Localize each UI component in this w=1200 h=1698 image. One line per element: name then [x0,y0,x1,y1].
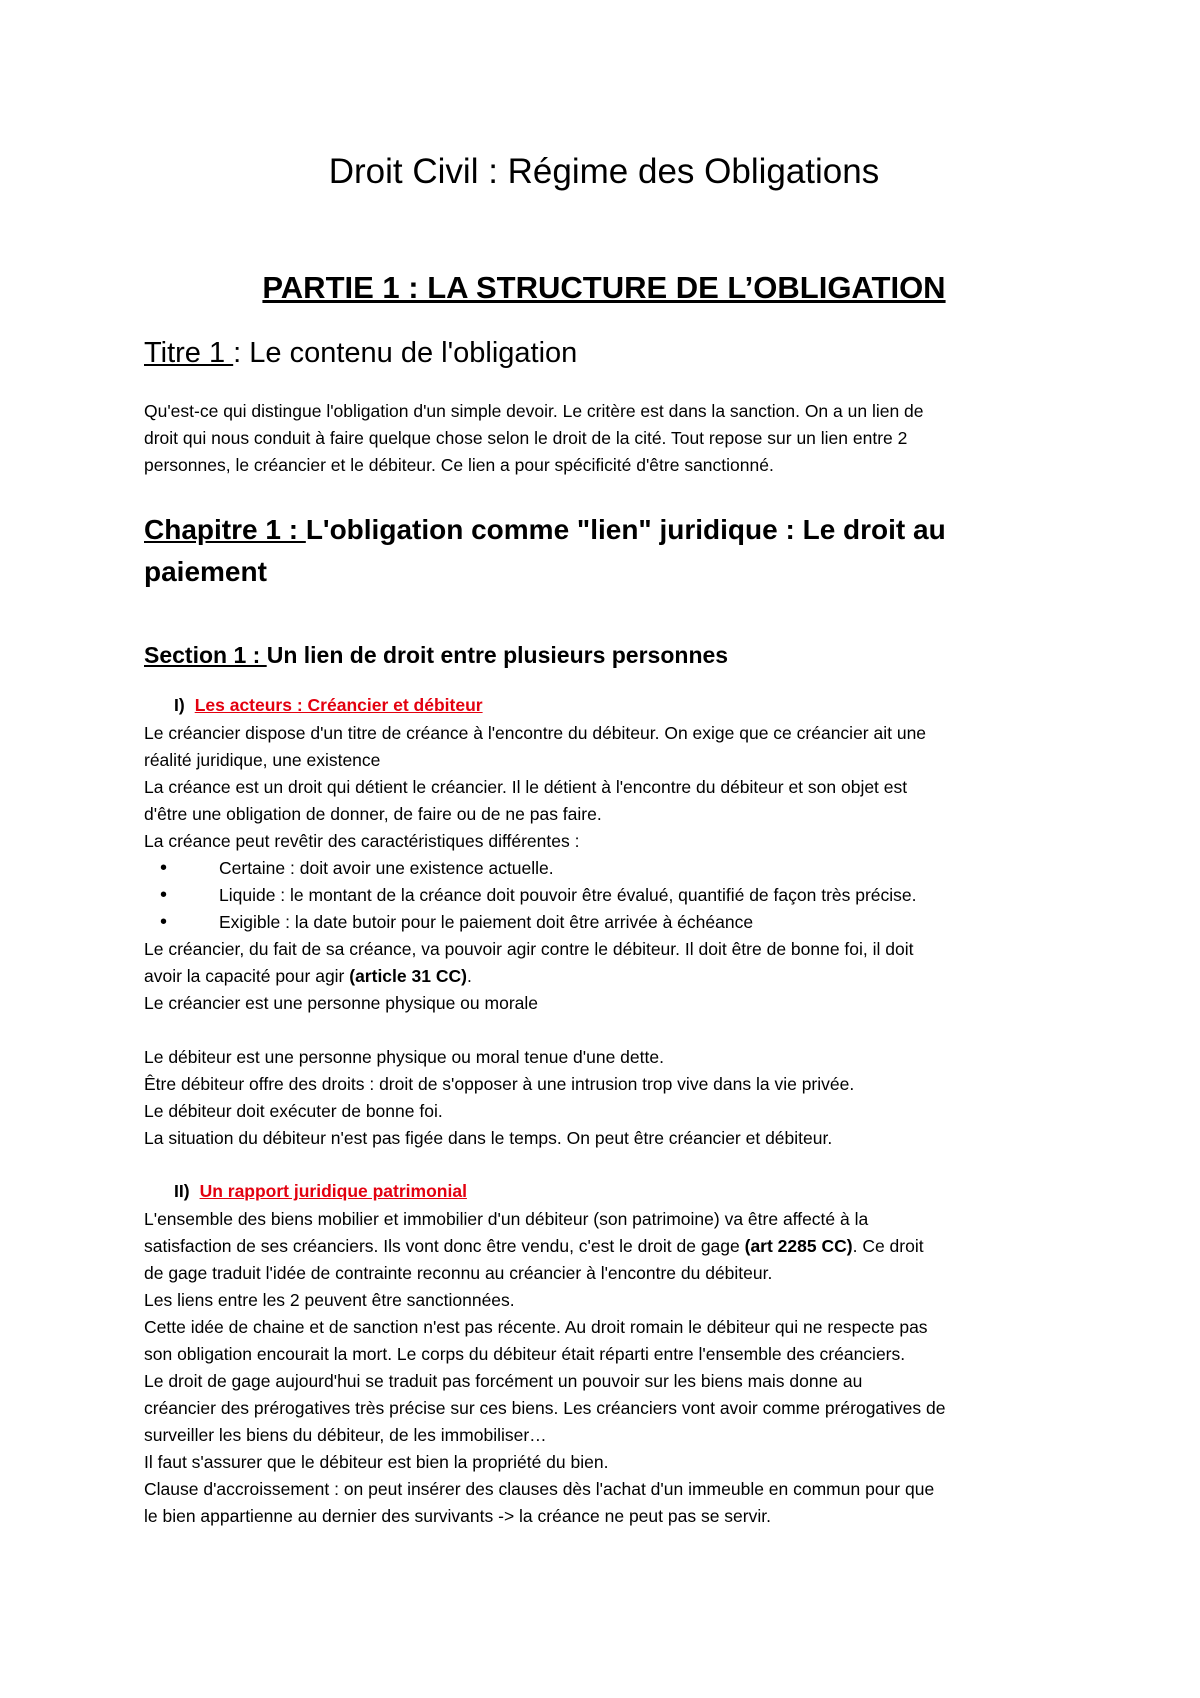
subsection-title: Les acteurs : Créancier et débiteur [194,695,483,715]
document-title: Droit Civil : Régime des Obligations [328,152,880,191]
chapitre-label: Chapitre 1 : [144,514,306,545]
intro-paragraph [144,398,1064,479]
body-line: La créance est un droit qui détient le créancier. Il le détient à l'encontre du débiteur et son objet est [144,777,908,797]
titre-label: Titre 1 [144,337,234,369]
article-reference: (article 31 CC) [349,966,467,986]
body-line: Le créancier dispose d'un titre de créance à l'encontre du débiteur. On exige que ce créancier ait une [144,723,927,743]
body-line: L'ensemble des biens mobilier et immobilier d'un débiteur (son patrimoine) va être affecté à la [144,1209,869,1229]
body-line: Le créancier est une personne physique ou morale [144,993,538,1013]
list-item: • Liquide : le montant de la créance doit pouvoir être évalué, quantifié de façon très précise. [144,882,1064,909]
titre-heading [144,334,577,372]
body-line: de gage traduit l'idée de contrainte reconnu au créancier à l'encontre du débiteur. [144,1263,773,1283]
debiteur-paragraph [144,1044,1064,1152]
body-line: Cette idée de chaine et de sanction n'est pas récente. Au droit romain le débiteur qui ne respecte pas [144,1317,928,1337]
list-item: • Certaine : doit avoir une existence actuelle. [144,855,1064,882]
intro-line: Qu'est-ce qui distingue l'obligation d'un simple devoir. Le critère est dans la sanction. On a un lien de [144,401,924,421]
body-line: Le débiteur est une personne physique ou moral tenue d'une dette. [144,1047,664,1067]
article-reference: (art 2285 CC) [744,1236,853,1256]
body-line: surveiller les biens du débiteur, de les immobiliser… [144,1425,547,1445]
subsection-number: I) [174,695,185,715]
intro-line: droit qui nous conduit à faire quelque chose selon le droit de la cité. Tout repose sur un lien entre 2 [144,428,908,448]
chapitre-text-continued: paiement [144,556,267,587]
body-line: son obligation encourait la mort. Le corps du débiteur était réparti entre l'ensemble des créanciers. [144,1344,906,1364]
body-line: avoir la capacité pour agir (article 31 CC). [144,966,472,986]
subsection-heading-2 [174,1178,467,1205]
chapitre-heading [144,509,1064,593]
subsection-title: Un rapport juridique patrimonial [199,1181,467,1201]
body-line: d'être une obligation de donner, de faire ou de ne pas faire. [144,804,602,824]
titre-text: : Le contenu de l'obligation [233,337,578,369]
chapitre-text: L'obligation comme "lien" juridique : Le droit au [305,514,946,545]
body-line: satisfaction de ses créanciers. Ils vont donc être vendu, c'est le droit de gage (art 2285 CC). Ce droit [144,1236,924,1256]
body-line: Il faut s'assurer que le débiteur est bien la propriété du bien. [144,1452,609,1472]
section-label: Section 1 : [144,642,267,668]
patrimonial-paragraph [144,1206,1064,1530]
body-line: Les liens entre les 2 peuvent être sanctionnées. [144,1290,515,1310]
list-item: • Exigible : la date butoir pour le paiement doit être arrivée à échéance [144,909,1064,936]
body-line: La situation du débiteur n'est pas figée dans le temps. On peut être créancier et débiteur. [144,1128,833,1148]
subsection-heading-1 [174,692,483,719]
body-line: La créance peut revêtir des caractéristiques différentes : [144,831,580,851]
bullet-icon: • [160,857,168,879]
body-line: Le débiteur doit exécuter de bonne foi. [144,1101,443,1121]
section-text: Un lien de droit entre plusieurs personnes [266,642,729,668]
body-line: Le créancier, du fait de sa créance, va pouvoir agir contre le débiteur. Il doit être de bonne foi, il doit [144,939,914,959]
body-line: le bien appartienne au dernier des survivants -> la créance ne peut pas se servir. [144,1506,771,1526]
characteristics-list [144,855,1064,936]
body-line: Être débiteur offre des droits : droit de s'opposer à une intrusion trop vive dans la vie privée. [144,1074,855,1094]
creancier-paragraph [144,936,1064,1017]
section-heading [144,640,728,670]
acteurs-paragraph [144,720,1064,855]
part-title: PARTIE 1 : LA STRUCTURE DE L’OBLIGATION [262,270,946,305]
bullet-icon: • [160,911,168,933]
subsection-number: II) [174,1181,190,1201]
body-line: réalité juridique, une existence [144,750,381,770]
body-line: créancier des prérogatives très précise sur ces biens. Les créanciers vont avoir comme prérogatives de [144,1398,946,1418]
body-line: Clause d'accroissement : on peut insérer des clauses dès l'achat d'un immeuble en commun pour que [144,1479,935,1499]
intro-line: personnes, le créancier et le débiteur. Ce lien a pour spécificité d'être sanctionné. [144,455,774,475]
bullet-icon: • [160,884,168,906]
body-line: Le droit de gage aujourd'hui se traduit pas forcément un pouvoir sur les biens mais donne au [144,1371,863,1391]
